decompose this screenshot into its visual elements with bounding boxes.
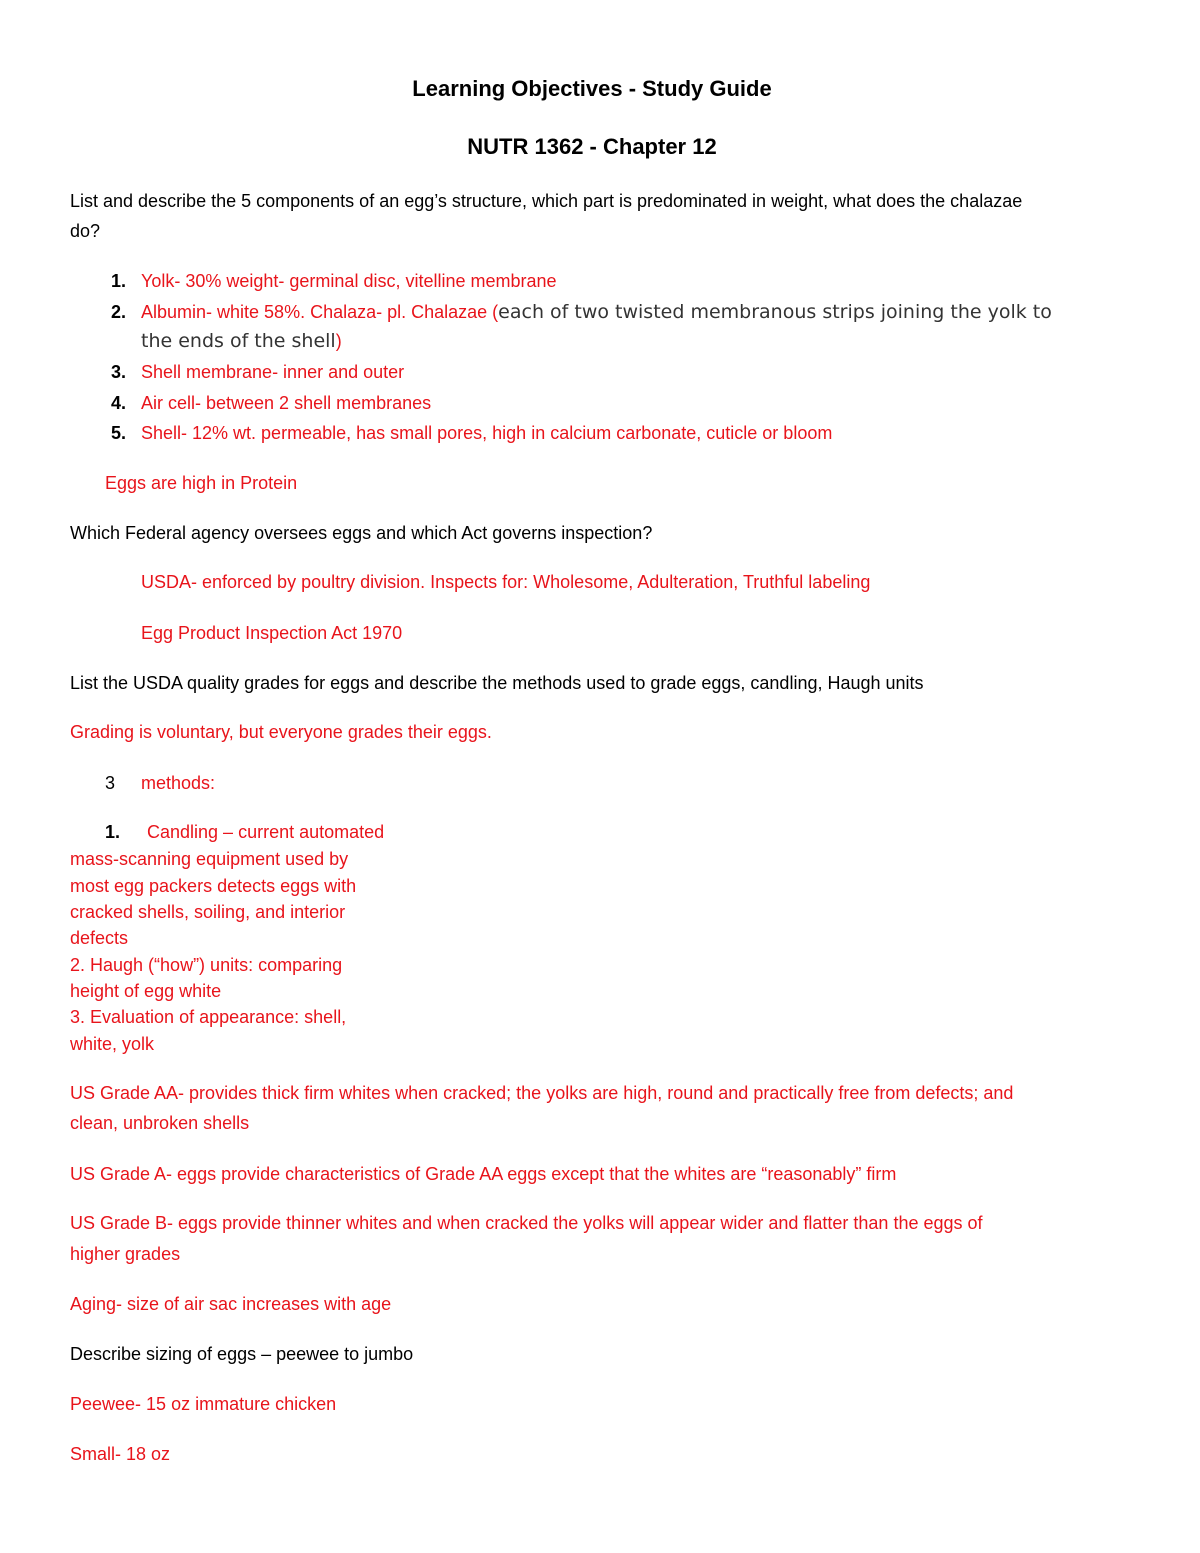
- answer-act: Egg Product Inspection Act 1970: [141, 623, 403, 643]
- page-subtitle: NUTR 1362 - Chapter 12: [467, 134, 717, 159]
- question-4: Describe sizing of eggs – peewee to jumbo: [70, 1344, 414, 1364]
- methods-header: 3 methods:: [105, 773, 216, 793]
- method-3-line: 3. Evaluation of appearance: shell,: [70, 1007, 347, 1027]
- method-3-line: white, yolk: [70, 1034, 155, 1054]
- grade-aa-line-2: clean, unbroken shells: [70, 1113, 250, 1133]
- question-3: List the USDA quality grades for eggs and describe the methods used to grade eggs, candling, Haugh units: [70, 673, 924, 693]
- method-1-first-line: 1. Candling – current automated: [105, 822, 385, 842]
- question-1-line-1: List and describe the 5 components of an egg’s structure, which part is predominated in weight, what does the chalazae: [70, 191, 1023, 211]
- grade-b-line-1: US Grade B- eggs provide thinner whites and when cracked the yolks will appear wider and flatter than the eggs of: [70, 1213, 983, 1233]
- aging-note: Aging- size of air sac increases with age: [70, 1294, 392, 1314]
- grade-aa-line-1: US Grade AA- provides thick firm whites when cracked; the yolks are high, round and practically free from defects; and: [70, 1083, 1014, 1103]
- grade-a: US Grade A- eggs provide characteristics of Grade AA eggs except that the whites are “reasonably” firm: [70, 1164, 897, 1184]
- method-1-line: cracked shells, soiling, and interior: [70, 902, 346, 922]
- protein-note: Eggs are high in Protein: [105, 473, 298, 493]
- grading-note: Grading is voluntary, but everyone grades their eggs.: [70, 722, 492, 742]
- size-small: Small- 18 oz: [70, 1444, 171, 1464]
- question-1-line-2: do?: [70, 221, 101, 241]
- method-1-line: most egg packers detects eggs with: [70, 876, 357, 896]
- method-1-line: defects: [70, 928, 129, 948]
- method-1-line: mass-scanning equipment used by: [70, 849, 349, 869]
- document-page: Learning Objectives - Study Guide NUTR 1362 - Chapter 12 List and describe the 5 components of an egg’s structure, which part is predominated in weight, what does the chalazae do? 1. Yolk- 30% weight- germinal disc, vitelline membrane 2. Albumin- white 58%. Chalaza- pl. Chalazae (each of two twisted membranous strips joining the yolk to the ends of the shell) 3. Shell membrane- inner and outer 4. Air cell- between 2 shell membranes 5. Shell- 12% wt. permeable, has small pores, high in calcium carbonate, cuticle or bloom Eggs are high in Protein Which Federal agency oversees eggs and which Act governs inspection? USDA- enforced by poultry division. Inspects for: Wholesome, Adulteration, Truthful labeling Egg Product Inspection Act 1970 List the USDA quality grades for eggs and describe the methods used to grade eggs, candling, Haugh units Grading is voluntary, but everyone grades their eggs. 3 methods: 1. Candling – current automated mass-scanning equipment used by most egg packers detects eggs with cracked shells, soiling, and interior defects 2. Haugh (“how”) units: comparing height of egg white 3. Evaluation of appearance: shell, white, yolk US Grade AA- provides thick firm whites when cracked; the yolks are high, round and practically free from defects; and clean, unbroken shells US Grade A- eggs provide characteristics of Grade AA eggs except that the whites are “reasonably” firm US Grade B- eggs provide thinner whites and when cracked the yolks will appear wider and flatter than the eggs of higher grades Aging- size of air sac increases with age Describe sizing of eggs – peewee to jumbo Peewee- 15 oz immature chicken Small- 18 oz: [0, 0, 1200, 1553]
- method-2-line: 2. Haugh (“how”) units: comparing: [70, 955, 343, 975]
- grade-b-line-2: higher grades: [70, 1244, 181, 1264]
- size-peewee: Peewee- 15 oz immature chicken: [70, 1394, 337, 1414]
- question-2: Which Federal agency oversees eggs and which Act governs inspection?: [70, 523, 653, 543]
- page-title: Learning Objectives - Study Guide: [412, 76, 772, 101]
- method-2-line: height of egg white: [70, 981, 222, 1001]
- list-item-continuation: the ends of the shell): [141, 330, 342, 352]
- answer-usda: USDA- enforced by poultry division. Inspects for: Wholesome, Adulteration, Truthful labeling: [141, 572, 871, 592]
